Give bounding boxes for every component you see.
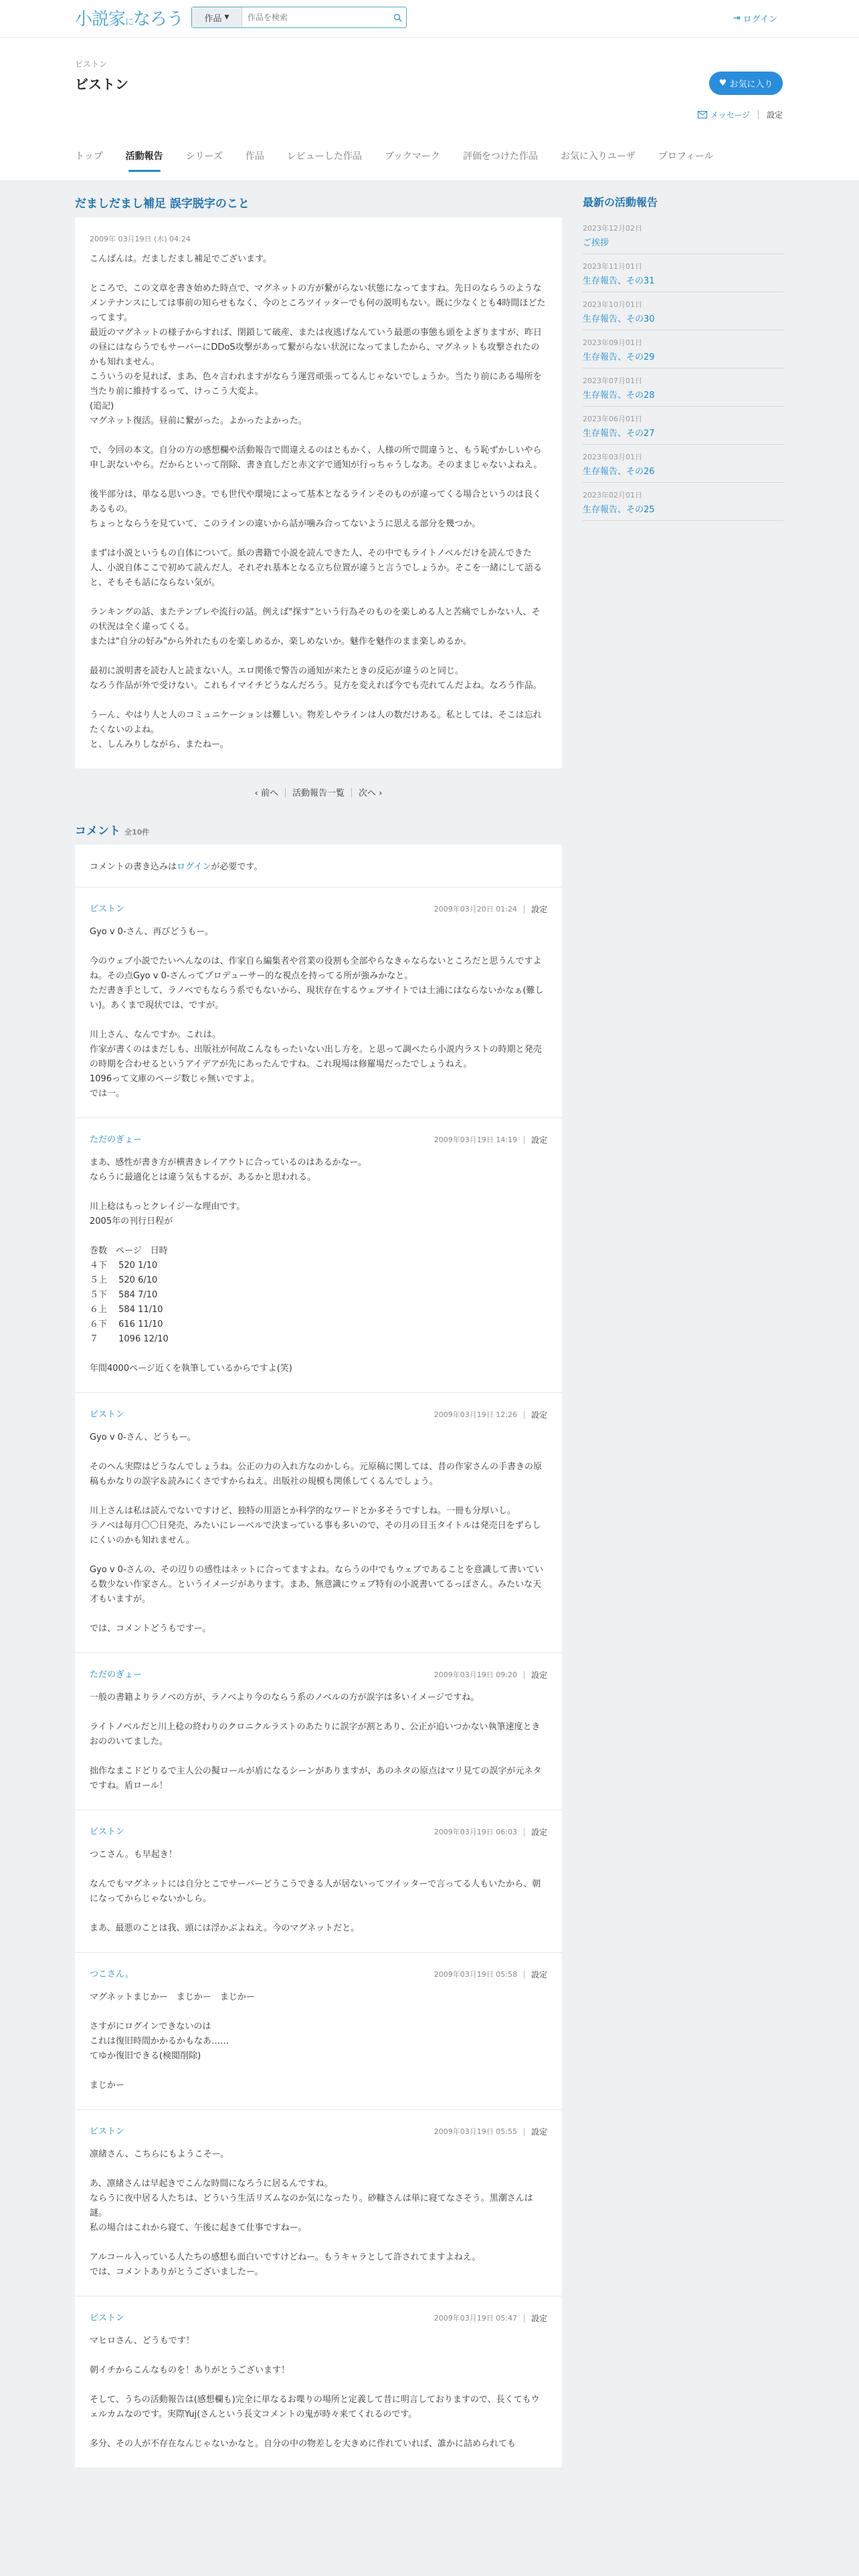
comments-list bbox=[75, 845, 562, 2468]
settings-link[interactable]: 設定 bbox=[766, 110, 783, 120]
report-list-link[interactable]: 活動報告一覧 bbox=[292, 788, 345, 798]
recent-report-title[interactable]: ご挨拶 bbox=[583, 238, 609, 248]
tab-works[interactable]: 作品 bbox=[245, 151, 264, 162]
sidebar-title: 最新の活動報告 bbox=[583, 196, 658, 209]
search-category-select[interactable]: 作品 ▼ bbox=[192, 7, 242, 27]
chevron-down-icon: ▼ bbox=[224, 14, 229, 21]
divider bbox=[285, 788, 286, 797]
recent-report-title[interactable]: 生存報告、その30 bbox=[583, 314, 655, 324]
comment-date: 2009年03月19日 12:26 bbox=[434, 1410, 517, 1419]
comment-body: つこさん。も早起き！ なんでもマグネットには自分とこでサーバーどうこうできる人が居ないってツイッターで言ってる人もいたから、朝になってからじゃないかしら。 まあ、最悪のことは我、頭には浮かぶよねえ。今のマグネットだと。 bbox=[90, 1850, 541, 1933]
comment-meta bbox=[434, 1408, 547, 1422]
comment-meta bbox=[434, 1967, 547, 1982]
comment bbox=[75, 2110, 562, 2296]
comment-meta bbox=[434, 1133, 547, 1148]
comment-user[interactable]: ビストン bbox=[90, 1410, 125, 1420]
comment-body: マヒロさん、どうもです！ 朝イチからこんなものを！ありがとうございます！ そして、うちの活動報告は(感想欄も)完全に単なるお喋りの場所と定義して昔に明言しておりますので、長くてもウェルカムなのです。実際Yuj(さんという長文コメントの鬼が時々来てくれるのです。 多分、その人が不存在なんじゃないかなと。自分の中の物差しを大きめに作れていれば、誰かに詰められても bbox=[90, 2336, 540, 2449]
recent-report-title[interactable]: 生存報告、その31 bbox=[583, 276, 655, 286]
site-header bbox=[0, 0, 859, 38]
comment-date: 2009年03月19日 06:03 bbox=[434, 1828, 517, 1836]
prev-link[interactable]: ‹ 前へ bbox=[254, 788, 278, 798]
comment-body: Gyo v 0-さん、どうもー。 そのへん実際はどうなんでしょうね。公正の力の入れ方なのかしら。元原稿に関しては、昔の作家さんの手書きの原稿もかなりの誤字＆読みにくさですからねえ。出版社の規模も関係してくるんでしょう。 川上さんは私は読んでないですけど、独特の用語とか科学的なワードとか多そうですしね。一冊も分厚いし。 ラノベは毎月〇〇日発売、みたいにレーベルで決まっている事も多いので、その月の目玉タイトルは発売日をずらしにくいのかも知れません。 Gyo v 0-さんの、その辺りの感性はネットに合ってますよね。ならうの中でもウェブであることを意識して書いている数少ない作家さん。というイメージがあります。まあ、無意識にウェブ特有の小説書いてるっぽさん。みたいな天才もいますが。 では、コメントどうもですー。 bbox=[90, 1432, 543, 1634]
comment bbox=[75, 1118, 562, 1393]
search-input[interactable] bbox=[242, 7, 389, 27]
divider bbox=[758, 110, 759, 119]
comment-date: 2009年03月19日 05:55 bbox=[434, 2127, 517, 2136]
comment-date: 2009年03月19日 05:58 bbox=[434, 1970, 517, 1979]
activity-report bbox=[75, 217, 562, 768]
comment-header bbox=[90, 2125, 547, 2139]
comment-settings-link[interactable]: 設定 bbox=[531, 1136, 547, 1145]
recent-report-date: 2023年03月01日 bbox=[583, 453, 642, 461]
comment-date: 2009年03月19日 14:19 bbox=[434, 1136, 517, 1144]
message-link[interactable]: メッセージ bbox=[698, 109, 750, 120]
comment-header bbox=[90, 1133, 547, 1148]
search-bar bbox=[191, 7, 407, 28]
favorite-button[interactable]: ♥ お気に入り bbox=[709, 72, 783, 95]
article-title: だましだまし補足 誤字脱字のこと bbox=[75, 197, 250, 211]
comments-count: 全10件 bbox=[124, 828, 150, 837]
comment-user[interactable]: つこさん。 bbox=[90, 1969, 134, 1979]
comment-user[interactable]: ビストン bbox=[90, 2313, 125, 2323]
comment-settings-link[interactable]: 設定 bbox=[531, 905, 547, 914]
recent-report-date: 2023年12月02日 bbox=[583, 224, 642, 233]
article-date: 2009年 03月19日 (木) 04:24 bbox=[90, 235, 191, 243]
recent-report-item[interactable] bbox=[583, 330, 783, 368]
comment-header bbox=[90, 1408, 547, 1422]
recent-report-item[interactable] bbox=[583, 254, 783, 292]
comment-settings-link[interactable]: 設定 bbox=[531, 1671, 547, 1680]
comment-meta bbox=[434, 1668, 547, 1683]
comment-settings-link[interactable]: 設定 bbox=[531, 2127, 547, 2137]
comment bbox=[75, 1810, 562, 1953]
tab-profile[interactable]: プロフィール bbox=[658, 151, 714, 162]
tab-series[interactable]: シリーズ bbox=[185, 151, 223, 162]
profile-header bbox=[0, 38, 859, 181]
divider bbox=[351, 788, 352, 797]
comment-meta bbox=[434, 902, 547, 917]
comment-user[interactable]: ただのぎょー bbox=[90, 1135, 142, 1145]
recent-report-date: 2023年10月01日 bbox=[583, 300, 642, 309]
comments bbox=[75, 887, 562, 2468]
tab-reviewed[interactable]: レビューした作品 bbox=[286, 151, 362, 162]
user-name: ビストン bbox=[75, 76, 128, 92]
recent-report-date: 2023年09月01日 bbox=[583, 338, 642, 347]
notice-login-link[interactable]: ログイン bbox=[177, 862, 211, 872]
profile-tabs bbox=[75, 145, 737, 172]
comment-body: 一般の書籍よりラノベの方が、ラノベより今のならう系のノベルの方が誤字は多いイメージですね。 ライトノベルだと川上稔の終わりのクロニクルラストのあたりに誤字が割とあり、公正が追いつかない執筆速度ときおののいてました。 拙作なまこドどりるで主人公の擬ロールが盾になるシーンがありますが、あのネタの原点はマリ見ての誤字が元ネタですね。盾ロール！ bbox=[90, 1693, 542, 1791]
tab-rated[interactable]: 評価をつけた作品 bbox=[462, 151, 538, 162]
recent-report-title[interactable]: 生存報告、その28 bbox=[583, 391, 655, 401]
recent-report-date: 2023年11月01日 bbox=[583, 262, 642, 271]
main-column bbox=[75, 194, 562, 2468]
tab-activity[interactable]: 活動報告 bbox=[126, 145, 163, 172]
comment bbox=[75, 1653, 562, 1810]
comment-date: 2009年03月19日 05:47 bbox=[434, 2314, 517, 2323]
comment-body: まあ、感性が書き方が横書きレイアウトに合っているのはあるかなー。 ならうに最適化とは違う気もするが、あるかと思われる。 川上稔はもっとクレイジーな理由です。 2005年の刊行日程が 巻数 ページ 日時 ４下 520 1/10 ５上 520 6/10 ５下 584 7/10 ６上 584 11/10 ６下 616 11/10 ７ 1096 12/10 年間4000ページ近くを執筆しているからですよ(笑) bbox=[90, 1158, 367, 1374]
comment-settings-link[interactable]: 設定 bbox=[531, 2314, 547, 2323]
comment-user[interactable]: ビストン bbox=[90, 2127, 125, 2137]
comment-header bbox=[90, 1668, 547, 1683]
comment-meta bbox=[434, 1825, 547, 1840]
login-icon: ⇥ bbox=[733, 13, 741, 23]
user-name-small: ビストン bbox=[75, 60, 108, 69]
comment-date: 2009年03月20日 01:24 bbox=[434, 905, 517, 914]
heart-icon: ♥ bbox=[719, 78, 727, 88]
recent-report-title[interactable]: 生存報告、その27 bbox=[583, 429, 655, 439]
recent-report-title[interactable]: 生存報告、その25 bbox=[583, 505, 655, 515]
envelope-icon bbox=[698, 111, 707, 118]
profile-actions bbox=[698, 109, 783, 120]
sidebar bbox=[583, 194, 783, 521]
tab-favorite-users[interactable]: お気に入りユーザ bbox=[560, 151, 636, 162]
comment-header bbox=[90, 2311, 547, 2326]
recent-report-date: 2023年06月01日 bbox=[583, 415, 642, 423]
comments-title: コメント 全10件 bbox=[75, 825, 150, 838]
next-link[interactable]: 次へ › bbox=[359, 788, 383, 798]
comment-settings-link[interactable]: 設定 bbox=[531, 1828, 547, 1837]
comment-header bbox=[90, 1967, 547, 1982]
comment-date: 2009年03月19日 09:20 bbox=[434, 1671, 517, 1679]
site-logo[interactable]: 小説家になろう bbox=[75, 9, 184, 29]
recent-report-title[interactable]: 生存報告、その29 bbox=[583, 352, 655, 362]
recent-report-item[interactable] bbox=[583, 292, 783, 330]
article-body: こんばんは。だましだまし補足でございます。 ところで、この文章を書き始めた時点で、マグネットの方が繋がらない状態になってますね。先日のならうのようなメンテナンスにしては事前の知らせもなく、今のところツイッターでも何の説明もない。既に少なくとも4時間ほどたってます。 最近のマグネットの様子からすれば、閉鎖して破産、または夜逃げなんていう最悪の事態も頭をよぎりますが、昨日の昼にはならうでもサーバーにDDoS攻撃があって繋がらない状況になってましたから、マグネットも攻撃されたのかも知れません。 こういうのを見れば、まあ、色々言われますがならう運営頑張ってるんじゃないでしょうか。当たり前にある場所を当たり前に維持するって、けっこう大変よ。 (追記) マグネット復活。昼前に繋がった。よかったよかった。 で、今回の本文。自分の方の感想欄や活動報告で間違えるのはともかく、人様の所で間違うと、もう恥ずかしいやら申し訳ないやら。だからといって削除、書き直しだと赤文字で通知が行っちゃうしなあ。そのままじゃないよねえ。 後半部分は、単なる思いつき。でも世代や環境によって基本となるラインそのものが違ってくる場合というのは良くあるもの。 ちょっとならうを見ていて、このラインの違いから話が噛み合ってないように思える部分を幾つか。 まずは小説というもの自体について。紙の書籍で小説を読んできた人、その中でもライトノベルだけを読んできた人、小説自体ここで初めて読んだ人。それぞれ基本となる立ち位置が違うと言うでしょうか。そこを一緒にして語ると、そもそも話にならない気が。 ランキングの話、またテンプレや流行の話。例えば"探す"という行為そのものを楽しめる人と苦痛でしかない人、その状況は全く違ってくる。 または"自分の好み"から外れたものを楽しめるか、楽しめないか。魅作を魅作のまま楽しめるか。 最初に説明書を読む人と読まない人。エロ関係で警告の通知が来たときの反応が違うのと同じ。 なろう作品が外で受けない。これもイマイチどうなんだろう。見方を変えれば今でも売れてんだよね。なろう作品。 うーん、やはり人と人のコミュニケーションは難しい。物差しやラインは人の数だけある。私としては、そこは忘れたくないのよね。 と、しんみりしながら、またねー。 bbox=[90, 254, 546, 750]
recent-reports bbox=[583, 216, 783, 521]
tab-top[interactable]: トップ bbox=[75, 151, 103, 162]
comment-settings-link[interactable]: 設定 bbox=[531, 1970, 547, 1979]
pagination bbox=[75, 786, 562, 798]
recent-report-title[interactable]: 生存報告、その26 bbox=[583, 467, 655, 477]
comment-header bbox=[90, 1825, 547, 1840]
comment-body: 凛緒さん、こちらにもようこそー。 あ、凛緒さんは早起きでこんな時間になろうに居るんですね。 ならうに夜中居る人たちは、どういう生活リズムなのか気になったり。砂糠さんは単に寝てなさそう。黒潮さんは謎。 私の場合はこれから寝て、午後に起きて仕事ですねー。 アルコール入っている人たちの感想も面白いですけどねー。もうキャラとして許されてますよねえ。 では、コメントありがとうございましたー。 bbox=[90, 2149, 533, 2277]
recent-report-item[interactable] bbox=[583, 407, 783, 445]
login-link[interactable]: ⇥ ログイン bbox=[733, 13, 777, 25]
recent-report-item[interactable] bbox=[583, 216, 783, 254]
comment bbox=[75, 887, 562, 1118]
recent-report-item[interactable] bbox=[583, 445, 783, 483]
comment-user[interactable]: ビストン bbox=[90, 904, 125, 914]
login-notice: コメントの書き込みはログインが必要です。 bbox=[75, 845, 562, 887]
comment-user[interactable]: ビストン bbox=[90, 1827, 125, 1837]
recent-report-item[interactable] bbox=[583, 483, 783, 521]
comment-meta bbox=[434, 2125, 547, 2139]
comment-user[interactable]: ただのぎょー bbox=[90, 1670, 142, 1680]
recent-report-date: 2023年02月01日 bbox=[583, 491, 642, 500]
comment-body: Gyo v 0-さん、再びどうもー。 今のウェブ小説でたいへんなのは、作家自ら編集者や営業の役割も全部やらなきゃならないところだと思うんですよね。その点Gyo v 0-さんってプロデューサー的な視点を持ってる所が強みかなと。 ただ書き手として、ラノベでもならう系でもないから、現状存在するウェブサイトでは土浦にはならないかなぁ(難しい)。あくまで現状では、ですが。 川上さん、なんですか。これは。 作家が書くのはまだしも、出版社が何故こんなもったいない出し方を。と思って調べたら小説内ラストの時期と発売の時期を合わせるというアイデアが先にあったんですね。これ現場は修羅場だったでしょうねえ。 1096って文庫のページ数じゃ無いですよ。 では一。 bbox=[90, 927, 544, 1099]
comment bbox=[75, 1393, 562, 1653]
comment-header bbox=[90, 902, 547, 917]
recent-report-date: 2023年07月01日 bbox=[583, 377, 642, 385]
comment-body: マグネットまじかー まじかー まじかー さすがにログインできないのは これは復旧時間かかるかもなあ…… てゆか復旧できる(検閲削除) まじかー bbox=[90, 1992, 255, 2090]
comment bbox=[75, 2296, 562, 2468]
search-icon[interactable] bbox=[389, 7, 406, 27]
comment-meta bbox=[434, 2311, 547, 2326]
recent-report-item[interactable] bbox=[583, 368, 783, 407]
comment-settings-link[interactable]: 設定 bbox=[531, 1410, 547, 1420]
comment bbox=[75, 1953, 562, 2110]
tab-bookmarks[interactable]: ブックマーク bbox=[384, 151, 440, 162]
